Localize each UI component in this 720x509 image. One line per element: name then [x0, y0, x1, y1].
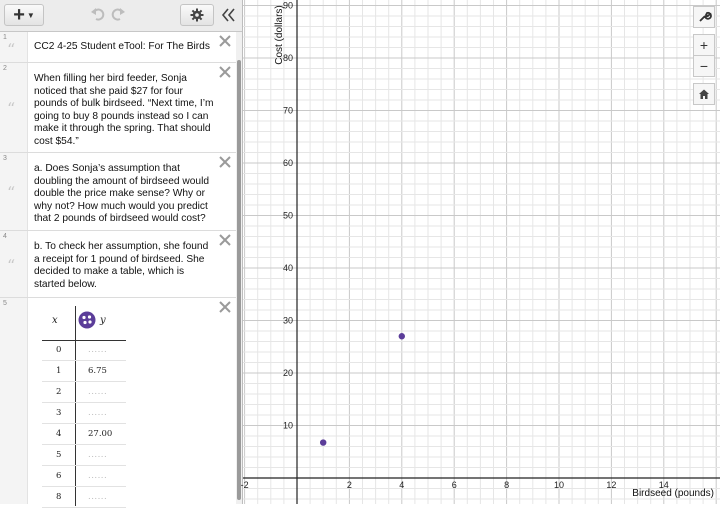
close-icon[interactable]: [219, 156, 231, 168]
expression-gutter: [0, 231, 28, 297]
graph-paper[interactable]: [240, 0, 720, 504]
zoom-out-button[interactable]: −: [693, 55, 715, 77]
home-button[interactable]: [693, 83, 715, 105]
table-cell-y[interactable]: ......: [88, 408, 108, 418]
x-tick-label: 6: [451, 480, 457, 490]
table-cell-y[interactable]: ......: [88, 471, 108, 481]
table-row[interactable]: [42, 487, 126, 508]
table-cell-x[interactable]: 2: [56, 387, 62, 397]
note-quote-icon: “: [7, 256, 16, 275]
undo-icon[interactable]: [90, 6, 106, 22]
table-cell-y[interactable]: ......: [88, 387, 108, 397]
table-cell-x[interactable]: 6: [56, 471, 62, 481]
y-tick-label: 30: [282, 315, 293, 326]
expression-item[interactable]: [0, 63, 236, 153]
close-icon[interactable]: [219, 35, 231, 47]
zoom-in-button[interactable]: +: [693, 34, 715, 56]
note-text[interactable]: a. Does Sonja’s assumption that doubling the amount of birdseed would double the price make sense? Why or why not? How much would you predict that 2 pounds of birdseed would cost?: [34, 163, 210, 225]
y-tick-label: 70: [282, 105, 293, 116]
table-cell-x[interactable]: 4: [56, 429, 62, 439]
x-tick-label: 12: [606, 480, 617, 490]
redo-icon[interactable]: [110, 6, 126, 22]
table-row[interactable]: [42, 466, 126, 487]
close-icon[interactable]: [219, 234, 231, 246]
y-tick-label: 50: [282, 210, 293, 221]
table-header: [42, 306, 126, 341]
table-row[interactable]: [42, 361, 126, 382]
x-tick-label: 10: [553, 480, 565, 490]
plus-icon: +: [13, 4, 25, 26]
sidebar-toolbar: [0, 0, 242, 32]
y-tick-label: 90: [282, 0, 293, 11]
expression-item[interactable]: [0, 153, 236, 231]
wrench-icon: [698, 11, 710, 23]
settings-button[interactable]: [180, 4, 214, 26]
graph-canvas[interactable]: [240, 0, 720, 504]
y-tick-label: 40: [282, 263, 293, 273]
data-point[interactable]: [399, 333, 405, 339]
y-axis-title: Cost (dollars): [274, 5, 285, 65]
sidebar-scrollbar[interactable]: [236, 32, 242, 504]
note-quote-icon: “: [7, 99, 16, 118]
table-header-y: y: [100, 315, 106, 326]
expression-gutter: [0, 298, 28, 504]
table-row[interactable]: [42, 424, 126, 445]
table-row[interactable]: [42, 445, 126, 466]
y-tick-label: 80: [282, 53, 293, 63]
table-cell-y[interactable]: ......: [88, 492, 108, 502]
expression-sidebar: [0, 0, 243, 504]
x-tick-label: 8: [504, 480, 510, 490]
y-tick-label: 60: [282, 158, 293, 168]
expression-item[interactable]: [0, 231, 236, 298]
note-text[interactable]: CC2 4-25 Student eTool: For The Birds: [34, 41, 210, 52]
scrollbar-thumb[interactable]: [237, 60, 241, 500]
table-cell-x[interactable]: 8: [56, 492, 62, 502]
data-point[interactable]: [320, 439, 326, 445]
caret-down-icon: ▼: [26, 10, 35, 20]
table-header-x: x: [52, 315, 58, 326]
x-tick-label: 4: [399, 480, 405, 490]
note-text[interactable]: b. To check her assumption, she found a receipt for 1 pound of birdseed. She decided to make a table, which is started below.: [34, 241, 209, 290]
add-item-button[interactable]: [4, 4, 44, 26]
x-axis-title: Birdseed (pounds): [632, 488, 714, 499]
expression-gutter: [0, 32, 28, 62]
note-quote-icon: “: [7, 183, 16, 202]
table-row[interactable]: [42, 382, 126, 403]
expression-gutter: [0, 63, 28, 152]
table-cell-y[interactable]: 27.00: [88, 429, 113, 439]
expression-item[interactable]: [0, 32, 236, 63]
expression-gutter: [0, 153, 28, 230]
gear-icon: [190, 8, 204, 22]
expression-number: 3: [3, 155, 7, 162]
close-icon[interactable]: [219, 301, 231, 313]
table-cell-x[interactable]: 0: [56, 345, 62, 355]
table-cell-y[interactable]: 6.75: [88, 366, 107, 376]
note-text[interactable]: When filling her bird feeder, Sonja noticed that she paid $27 for four pounds of bulk birdseed. “Next time, I’m going to buy 8 pounds instead so I can make it through the spring. That should cost $54.”: [34, 73, 214, 147]
double-chevron-left-icon[interactable]: [220, 6, 238, 24]
table-row[interactable]: [42, 340, 126, 361]
y-tick-label: 10: [282, 420, 293, 431]
y-tick-label: 20: [282, 368, 293, 378]
expression-number: 5: [3, 300, 7, 307]
expression-number: 4: [3, 233, 7, 240]
table-cell-y[interactable]: ......: [88, 450, 108, 460]
table-cell-y[interactable]: ......: [88, 345, 108, 355]
graph-settings-button[interactable]: [693, 6, 715, 28]
table-cell-x[interactable]: 1: [56, 366, 62, 376]
table-row[interactable]: [42, 403, 126, 424]
x-tick-label: 2: [346, 480, 352, 490]
grid-lines: [240, 0, 720, 504]
expression-number: 2: [3, 65, 7, 72]
x-tick-label: 14: [658, 480, 669, 490]
home-icon: [698, 88, 710, 100]
series-style-icon[interactable]: [78, 311, 96, 329]
note-quote-icon: “: [7, 40, 16, 59]
expression-number: 1: [3, 34, 7, 41]
table-cell-x[interactable]: 3: [56, 408, 62, 418]
table-cell-x[interactable]: 5: [56, 450, 62, 460]
close-icon[interactable]: [219, 66, 231, 78]
x-tick-label: -2: [240, 480, 249, 490]
